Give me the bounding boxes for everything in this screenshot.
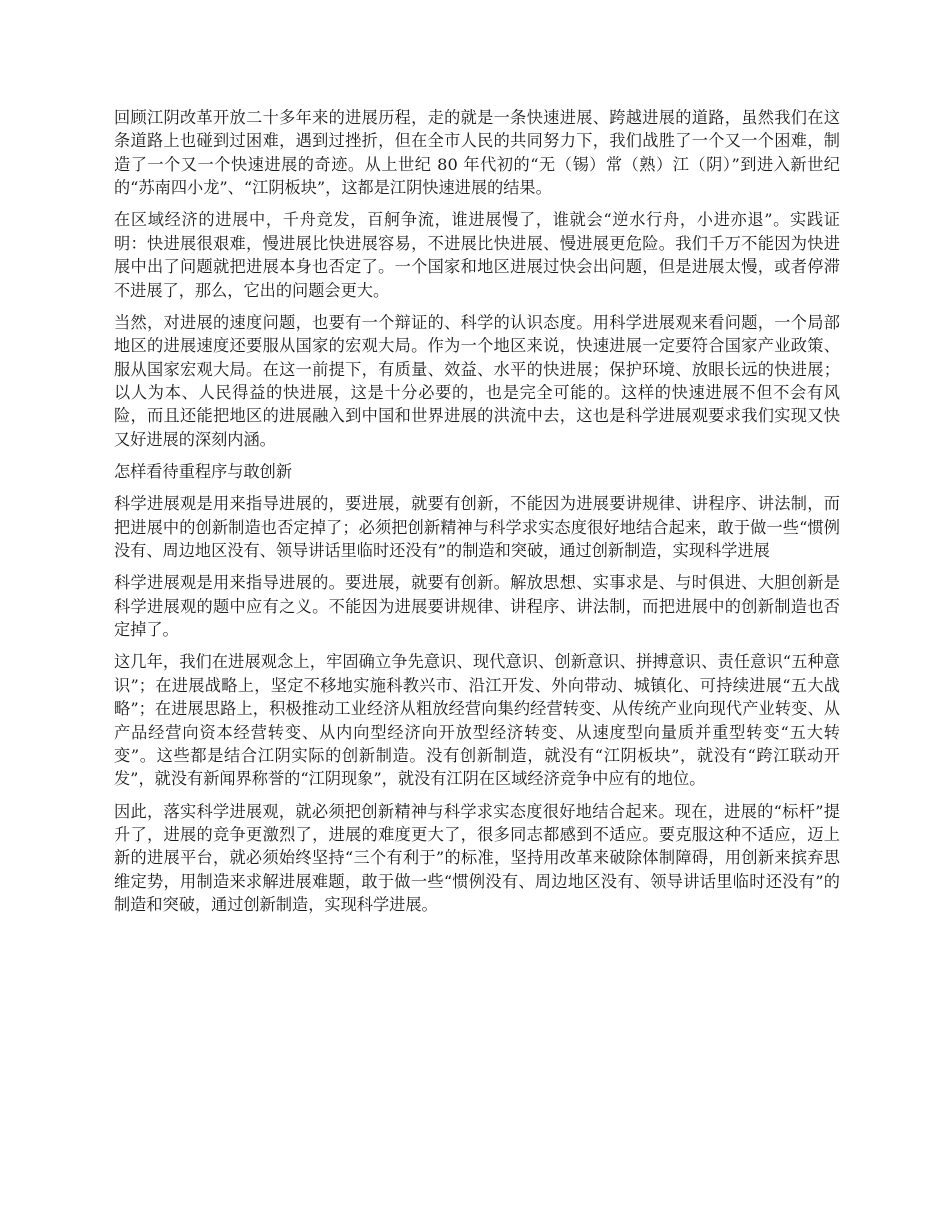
section-heading: 怎样看待重程序与敢创新 <box>114 462 293 482</box>
paragraph-4: 科学进展观是用来指导进展的，要进展，就要有创新，不能因为进展要讲规律、讲程序、讲法制，而把进展中的创新制造也否定掉了；必须把创新精神与科学求实态度很好地结合起来，敢于做一些“惯例没有、周边地区没有、领导讲话里临时还没有”的制造和突破，通过创新制造，实现科学进展 <box>114 494 840 561</box>
paragraph-5: 科学进展观是用来指导进展的。要进展，就要有创新。解放思想、实事求是、与时俱进、大胆创新是科学进展观的题中应有之义。不能因为进展要讲规律、讲程序、讲法制，而把进展中的创新制造也否定掉了。 <box>114 573 840 640</box>
paragraph-6: 这几年，我们在进展观念上，牢固确立争先意识、现代意识、创新意识、拼搏意识、责任意识“五种意识”；在进展战略上，坚定不移地实施科教兴市、沿江开发、外向带动、城镇化、可持续进展“五大战略”；在进展思路上，积极推动工业经济从粗放经营向集约经营转变、从传统产业向现代产业转变、从产品经营向资本经营转变、从内向型经济向开放型经济转变、从速度型向量质并重型转变“五大转变”。这些都是结合江阴实际的创新制造。没有创新制造，就没有“江阴板块”，就没有“跨江联动开发”，就没有新闻界称誉的“江阴现象”，就没有江阴在区域经济竞争中应有的地位。 <box>114 652 840 789</box>
paragraph-3: 当然，对进展的速度问题，也要有一个辩证的、科学的认识态度。用科学进展观来看问题，一个局部地区的进展速度还要服从国家的宏观大局。作为一个地区来说，快速进展一定要符合国家产业政策、服从国家宏观大局。在这一前提下，有质量、效益、水平的快进展；保护环境、放眼长远的快进展；以人为本、人民得益的快进展，这是十分必要的，也是完全可能的。这样的快速进展不但不会有风险，而且还能把地区的进展融入到中国和世界进展的洪流中去，这也是科学进展观要求我们实现又快又好进展的深刻内涵。 <box>114 312 840 449</box>
paragraph-7: 因此，落实科学进展观，就必须把创新精神与科学求实态度很好地结合起来。现在，进展的“标杆”提升了，进展的竞争更激烈了，进展的难度更大了，很多同志都感到不适应。要克服这种不适应，迈上新的进展平台，就必须始终坚持“三个有利于”的标准，坚持用改革来破除体制障碍，用创新来摈弃思维定势，用制造来求解进展难题，敢于做一些“惯例没有、周边地区没有、领导讲话里临时还没有”的制造和突破，通过创新制造，实现科学进展。 <box>114 801 840 915</box>
paragraph-1: 回顾江阴改革开放二十多年来的进展历程，走的就是一条快速进展、跨越进展的道路，虽然我们在这条道路上也碰到过困难，遇到过挫折，但在全市人民的共同努力下，我们战胜了一个又一个困难，制造了一个又一个快速进展的奇迹。从上世纪 80 年代初的“无（锡）常（熟）江（阴）”到进入新世纪的“苏南四小龙”、“江阴板块”，这都是江阴快速进展的结果。 <box>114 108 840 198</box>
paragraph-2: 在区域经济的进展中，千舟竞发，百舸争流，谁进展慢了，谁就会“逆水行舟，小进亦退”。实践证明：快进展很艰难，慢进展比快进展容易，不进展比快进展、慢进展更危险。我们千万不能因为快进展中出了问题就把进展本身也否定了。一个国家和地区进展过快会出问题，但是进展太慢，或者停滞不进展了，那么，它出的问题会更大。 <box>114 210 840 300</box>
document-body <box>114 106 840 925</box>
